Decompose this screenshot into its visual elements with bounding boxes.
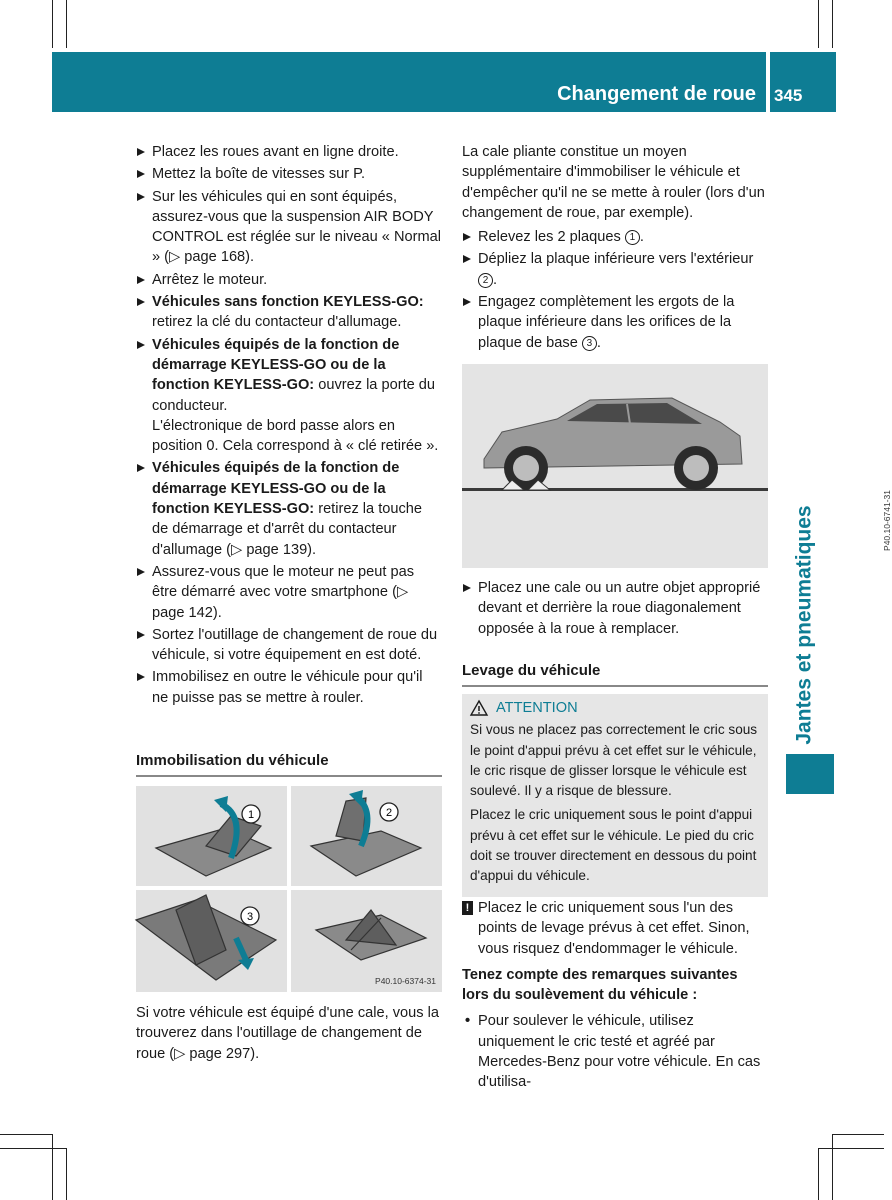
step-list <box>462 227 768 353</box>
step-item: Immobilisez en outre le véhicule pour qu'il ne puisse pas se mettre à rouler. <box>136 667 442 708</box>
remarks-heading: Tenez compte des remarques suivantes lors du soulèvement du véhicule : <box>462 966 738 1004</box>
section-heading: Levage du véhicule <box>462 662 768 687</box>
intro-paragraph: La cale pliante constitue un moyen supplémentaire d'immobiliser le véhicule et d'empêcher qu'il ne se mette à rouler (lors d'un changement de roue, par exemple). <box>462 144 765 221</box>
callout-ref: 3 <box>582 336 597 351</box>
section-levage <box>462 662 768 687</box>
warning-box <box>462 694 768 897</box>
callout-ref: 1 <box>625 230 640 245</box>
step-item: Placez une cale ou un autre objet approprié devant et derrière la roue diagonalement opposée à la roue à remplacer. <box>462 578 768 639</box>
step-arrow-icon <box>463 233 471 241</box>
crop-mark <box>832 0 833 48</box>
damage-notice: ! Placez le cric uniquement sous l'un des points de levage prévus à cet effet. Sinon, vous risquez d'endommager le véhicule. <box>462 898 768 959</box>
figure-panel <box>136 786 287 886</box>
warning-header <box>470 698 760 718</box>
step-item: Véhicules équipés de la fonction de démarrage KEYLESS-GO ou de la fonction KEYLESS-GO: ouvrez la porte du conducteur. L'électronique de bord passe alors en position 0. Cela correspond à « clé retirée ». <box>136 335 442 457</box>
crop-mark <box>0 1148 66 1149</box>
exclamation-icon: ! <box>462 901 473 915</box>
bullet-icon: • <box>465 1013 471 1030</box>
step-arrow-icon <box>463 584 471 592</box>
step-item: Engagez complètement les ergots de la plaque inférieure dans les orifices de la plaque de base 3 . <box>462 292 768 353</box>
crop-mark <box>832 1134 884 1135</box>
page-title: Changement de roue <box>557 83 756 105</box>
step-arrow-icon <box>137 673 145 681</box>
after-figure-text: Si votre véhicule est équipé d'une cale, vous la trouverez dans l'outillage de changement de roue (▷ page 297). <box>136 1005 439 1062</box>
step-arrow-icon <box>137 464 145 472</box>
folded-chock-illustration <box>136 786 287 886</box>
chapter-marker <box>786 754 834 794</box>
figure-panel <box>291 786 442 886</box>
chapter-side-tab <box>780 500 830 750</box>
wheel-chock-figure <box>136 786 442 992</box>
step-arrow-icon <box>463 255 471 263</box>
step-arrow-icon <box>137 148 145 156</box>
crop-mark <box>818 1148 819 1200</box>
callout-2: 2 <box>385 807 393 819</box>
step-item: Arrêtez le moteur. <box>136 270 442 290</box>
bullet-item: • Pour soulever le véhicule, utilisez uniquement le cric testé et agréé par Mercedes-Benz pour votre véhicule. En cas d'utilisa- <box>465 1013 761 1091</box>
chapter-label: Jantes et pneumatiques <box>793 505 817 745</box>
step-item: Mettez la boîte de vitesses sur P. <box>136 164 442 184</box>
page-number: 345 <box>774 86 803 105</box>
raised-plates-illustration <box>291 786 442 886</box>
step-arrow-icon <box>463 298 471 306</box>
page-number-tab <box>770 52 836 112</box>
figure-code: P40.10-6374-31 <box>375 976 436 986</box>
step-item: Dépliez la plaque inférieure vers l'extérieur 2 . <box>462 249 768 290</box>
step-item: Véhicules sans fonction KEYLESS-GO: retirez la clé du contacteur d'allumage. <box>136 292 442 333</box>
step-item: Sortez l'outillage de changement de roue du véhicule, si votre équipement en est doté. <box>136 625 442 666</box>
step-list <box>136 142 442 708</box>
step-arrow-icon <box>137 568 145 576</box>
crop-mark <box>818 1148 884 1149</box>
suv-on-chock-illustration <box>462 364 768 568</box>
crop-mark <box>0 1134 52 1135</box>
notice-and-remarks <box>462 898 768 1093</box>
crop-mark <box>66 0 67 48</box>
warning-label: ATTENTION <box>496 700 578 716</box>
crop-mark <box>66 1148 67 1200</box>
section-immobilisation <box>136 752 442 777</box>
step-item: Véhicules équipés de la fonction de démarrage KEYLESS-GO ou de la fonction KEYLESS-GO: retirez la touche de démarrage et d'arrêt du contacteur d'allumage (▷ page 139). <box>136 458 442 559</box>
step-arrow-icon <box>137 298 145 306</box>
step-item: Relevez les 2 plaques 1 . <box>462 227 768 247</box>
section-heading: Immobilisation du véhicule <box>136 752 442 777</box>
figure-panel <box>291 890 442 992</box>
right-column <box>462 142 768 355</box>
warning-triangle-icon <box>470 700 488 716</box>
figure-panel <box>136 890 287 992</box>
step-list <box>462 578 768 639</box>
page-header <box>52 52 766 112</box>
callout-1: 1 <box>247 809 255 821</box>
step-arrow-icon <box>137 276 145 284</box>
crop-mark <box>52 1134 53 1200</box>
figure-code: P40.10-6741-31 <box>882 490 892 551</box>
step-arrow-icon <box>137 631 145 639</box>
step-arrow-icon <box>137 170 145 178</box>
callout-ref: 2 <box>478 273 493 288</box>
warning-text: Placez le cric uniquement sous le point d'appui prévu à cet effet sur le véhicule. Le pied du cric doit se trouver directement en dessous du point d'appui du véhicule. <box>470 807 757 884</box>
car-figure <box>462 364 768 568</box>
step-arrow-icon <box>137 341 145 349</box>
crop-mark <box>52 0 53 48</box>
step-item: Placez les roues avant en ligne droite. <box>136 142 442 162</box>
left-column <box>136 142 442 710</box>
callout-3: 3 <box>246 911 254 923</box>
crop-mark <box>818 0 819 48</box>
chock-placement-step <box>462 578 768 641</box>
crop-mark <box>832 1134 833 1200</box>
step-arrow-icon <box>137 193 145 201</box>
warning-text: Si vous ne placez pas correctement le cric sous le point d'appui prévu à cet effet sur le véhicule, le cric risque de glisser lorsque le véhicule est soulevé. Il y a risque de blessure. <box>470 722 758 799</box>
step-item: Assurez-vous que le moteur ne peut pas être démarré avec votre smartphone (▷ page 142). <box>136 562 442 623</box>
step-item: Sur les véhicules qui en sont équipés, assurez-vous que la suspension AIR BODY CONTROL est réglée sur le niveau « Normal » (▷ page 168). <box>136 187 442 268</box>
unfold-plate-illustration <box>136 890 287 992</box>
